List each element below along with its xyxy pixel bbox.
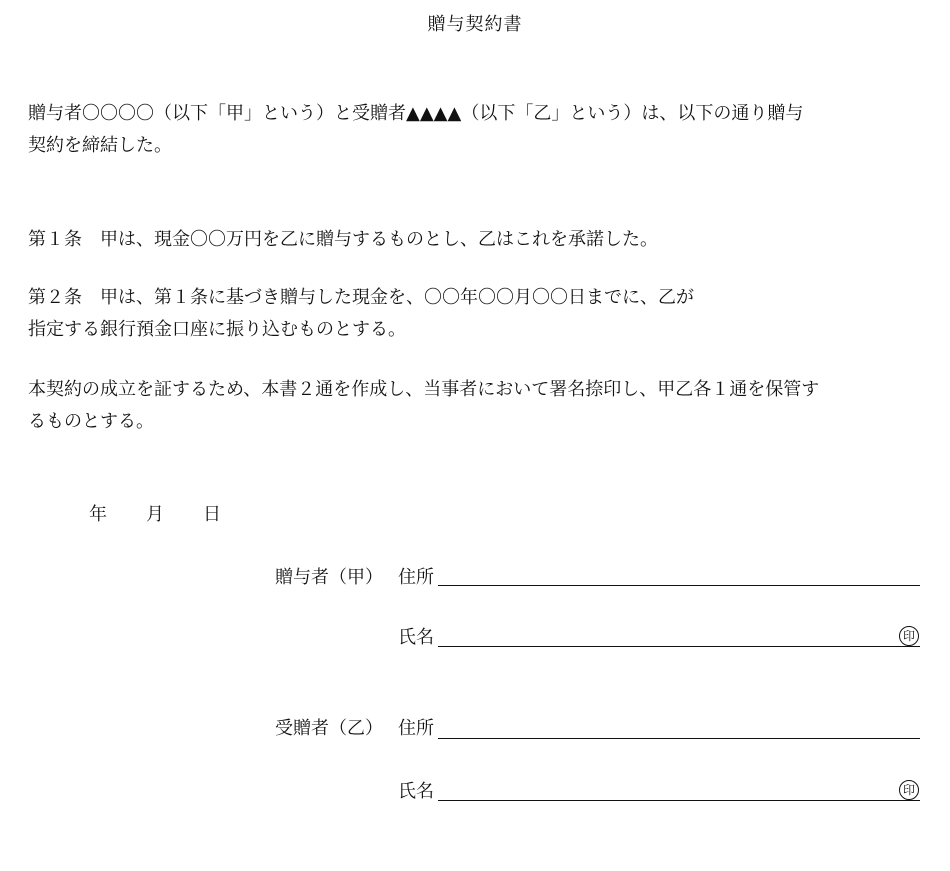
article-2 (28, 282, 928, 346)
recipient-label: 受贈者（乙） (275, 718, 383, 739)
recipient-seal-mark: 印 (899, 780, 919, 800)
giver-label: 贈与者（甲） (275, 567, 383, 588)
article-2-line: 指定する銀行預金口座に振り込むものとする。 (28, 319, 406, 340)
intro-line: 契約を締結した。 (28, 135, 172, 156)
recipient-address-line[interactable] (438, 738, 920, 739)
closing-paragraph (28, 374, 928, 438)
giver-address-label: 住所 (398, 567, 434, 588)
document-title: 贈与契約書 (427, 14, 523, 35)
date-line (89, 503, 221, 527)
date-month: 月 (146, 504, 164, 525)
article-2-line: 第２条 甲は、第１条に基づき贈与した現金を、〇〇年〇〇月〇〇日までに、乙が (28, 287, 694, 308)
article-1 (28, 224, 928, 256)
recipient-name-label: 氏名 (398, 781, 434, 802)
giver-address-line[interactable] (438, 585, 920, 586)
recipient-address-label: 住所 (398, 718, 434, 739)
giver-seal-mark: 印 (899, 626, 919, 646)
article-1-line: 第１条 甲は、現金〇〇万円を乙に贈与するものとし、乙はこれを承諾した。 (28, 229, 658, 250)
date-day: 日 (203, 504, 221, 525)
closing-line: 本契約の成立を証するため、本書２通を作成し、当事者において署名捺印し、甲乙各１通を保管す (28, 379, 820, 400)
giver-name-label: 氏名 (398, 627, 434, 648)
recipient-name-line[interactable] (438, 800, 920, 801)
intro-paragraph (28, 98, 928, 162)
intro-line: 贈与者〇〇〇〇（以下「甲」という）と受贈者▲▲▲▲（以下「乙」という）は、以下の通り贈与 (28, 103, 804, 124)
date-year: 年 (89, 504, 107, 525)
closing-line: るものとする。 (28, 411, 154, 432)
giver-name-line[interactable] (438, 646, 920, 647)
